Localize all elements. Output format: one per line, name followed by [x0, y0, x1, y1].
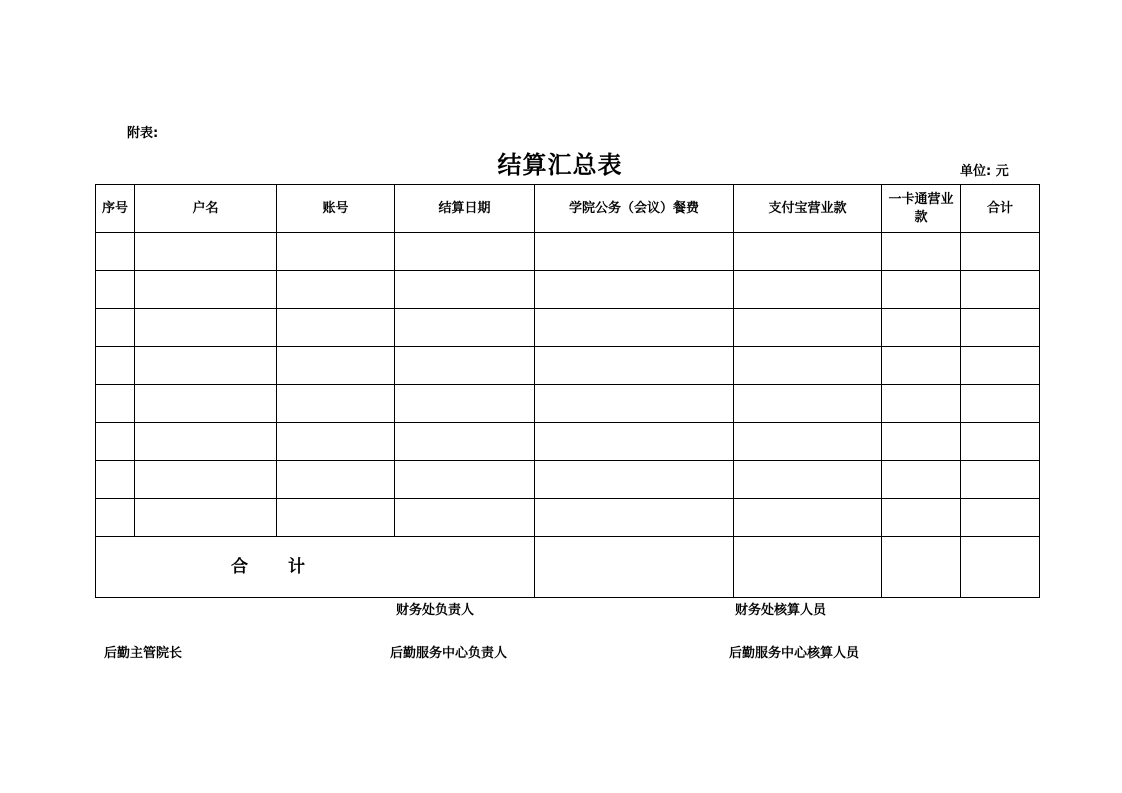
header-total: 合计: [961, 185, 1040, 233]
table-cell[interactable]: [734, 271, 882, 309]
table-row: [96, 347, 1040, 385]
table-row: [96, 461, 1040, 499]
header-account-number: 账号: [277, 185, 395, 233]
table-cell[interactable]: [96, 461, 135, 499]
table-cell[interactable]: [535, 423, 734, 461]
header-meal-fee: 学院公务（会议）餐费: [535, 185, 734, 233]
header-seq: 序号: [96, 185, 135, 233]
header-account-name: 户名: [135, 185, 277, 233]
table-cell[interactable]: [961, 233, 1040, 271]
table-cell[interactable]: [882, 309, 961, 347]
table-cell[interactable]: [277, 385, 395, 423]
table-cell[interactable]: [882, 385, 961, 423]
settlement-summary-table: [95, 184, 1040, 598]
table-cell[interactable]: [961, 347, 1040, 385]
table-cell[interactable]: [882, 347, 961, 385]
service-center-head-signature: 后勤服务中心负责人: [390, 646, 508, 661]
logistics-vp-signature: 后勤主管院长: [104, 646, 183, 661]
table-cell[interactable]: [96, 271, 135, 309]
table-cell[interactable]: [96, 423, 135, 461]
attachment-label: 附表:: [127, 126, 159, 141]
header-campus-card-revenue: 一卡通营业款: [882, 185, 961, 233]
header-settlement-date: 结算日期: [395, 185, 535, 233]
table-cell[interactable]: [135, 461, 277, 499]
table-cell[interactable]: [961, 499, 1040, 537]
table-cell[interactable]: [734, 309, 882, 347]
table-cell[interactable]: [277, 309, 395, 347]
table-cell[interactable]: [277, 271, 395, 309]
title-text: 结算汇总表: [497, 151, 623, 179]
table-cell[interactable]: [395, 385, 535, 423]
table-cell[interactable]: [882, 233, 961, 271]
table-cell[interactable]: [535, 233, 734, 271]
table-cell[interactable]: [734, 385, 882, 423]
table-cell[interactable]: [535, 271, 734, 309]
table-row: [96, 271, 1040, 309]
table-cell[interactable]: [961, 461, 1040, 499]
table-cell[interactable]: [96, 233, 135, 271]
table-row: [96, 309, 1040, 347]
finance-accountant-signature: 财务处核算人员: [735, 603, 827, 618]
table-cell[interactable]: [961, 385, 1040, 423]
table-row: [96, 385, 1040, 423]
total-row: [96, 537, 1040, 598]
table-cell[interactable]: [135, 499, 277, 537]
table-cell[interactable]: [277, 233, 395, 271]
table-cell[interactable]: [882, 423, 961, 461]
total-label-a: 合: [231, 557, 248, 577]
table-cell[interactable]: [395, 271, 535, 309]
table-cell[interactable]: [135, 423, 277, 461]
table-cell[interactable]: [277, 461, 395, 499]
table-cell[interactable]: [96, 347, 135, 385]
table-cell[interactable]: [535, 309, 734, 347]
table-cell[interactable]: [882, 461, 961, 499]
table-cell[interactable]: [135, 309, 277, 347]
table-cell[interactable]: [96, 309, 135, 347]
table-cell[interactable]: [535, 461, 734, 499]
table-cell[interactable]: [395, 461, 535, 499]
table-cell[interactable]: [535, 499, 734, 537]
table-cell[interactable]: [395, 347, 535, 385]
table-cell[interactable]: [535, 347, 734, 385]
table-cell[interactable]: [734, 499, 882, 537]
table-cell[interactable]: [135, 385, 277, 423]
total-meal-fee-cell[interactable]: [535, 537, 734, 598]
table-cell[interactable]: [96, 499, 135, 537]
table-cell[interactable]: [395, 423, 535, 461]
table-row: [96, 499, 1040, 537]
document-title: [0, 145, 1122, 180]
table-row: [96, 423, 1040, 461]
table-cell[interactable]: [734, 461, 882, 499]
unit-label: 单位: 元: [960, 164, 1009, 179]
table-cell[interactable]: [96, 385, 135, 423]
table-cell[interactable]: [395, 499, 535, 537]
table-cell[interactable]: [961, 271, 1040, 309]
table-cell[interactable]: [961, 423, 1040, 461]
total-alipay-cell[interactable]: [734, 537, 882, 598]
total-grand-cell[interactable]: [961, 537, 1040, 598]
table-header-row: [96, 185, 1040, 233]
total-campus-card-cell[interactable]: [882, 537, 961, 598]
header-alipay-revenue: 支付宝营业款: [734, 185, 882, 233]
service-center-accountant-signature: 后勤服务中心核算人员: [729, 646, 860, 661]
finance-head-signature: 财务处负责人: [396, 603, 475, 618]
table-cell[interactable]: [734, 233, 882, 271]
table-cell[interactable]: [734, 347, 882, 385]
table-cell[interactable]: [961, 309, 1040, 347]
table-cell[interactable]: [277, 347, 395, 385]
table-cell[interactable]: [395, 309, 535, 347]
table-cell[interactable]: [734, 423, 882, 461]
table-cell[interactable]: [135, 347, 277, 385]
table-cell[interactable]: [882, 499, 961, 537]
table-cell[interactable]: [882, 271, 961, 309]
table-cell[interactable]: [395, 233, 535, 271]
table-cell[interactable]: [135, 271, 277, 309]
table-cell[interactable]: [135, 233, 277, 271]
table-cell[interactable]: [277, 499, 395, 537]
table-cell[interactable]: [277, 423, 395, 461]
total-label-cell: [96, 537, 535, 598]
total-label-b: 计: [288, 557, 305, 577]
table-row: [96, 233, 1040, 271]
table-cell[interactable]: [535, 385, 734, 423]
